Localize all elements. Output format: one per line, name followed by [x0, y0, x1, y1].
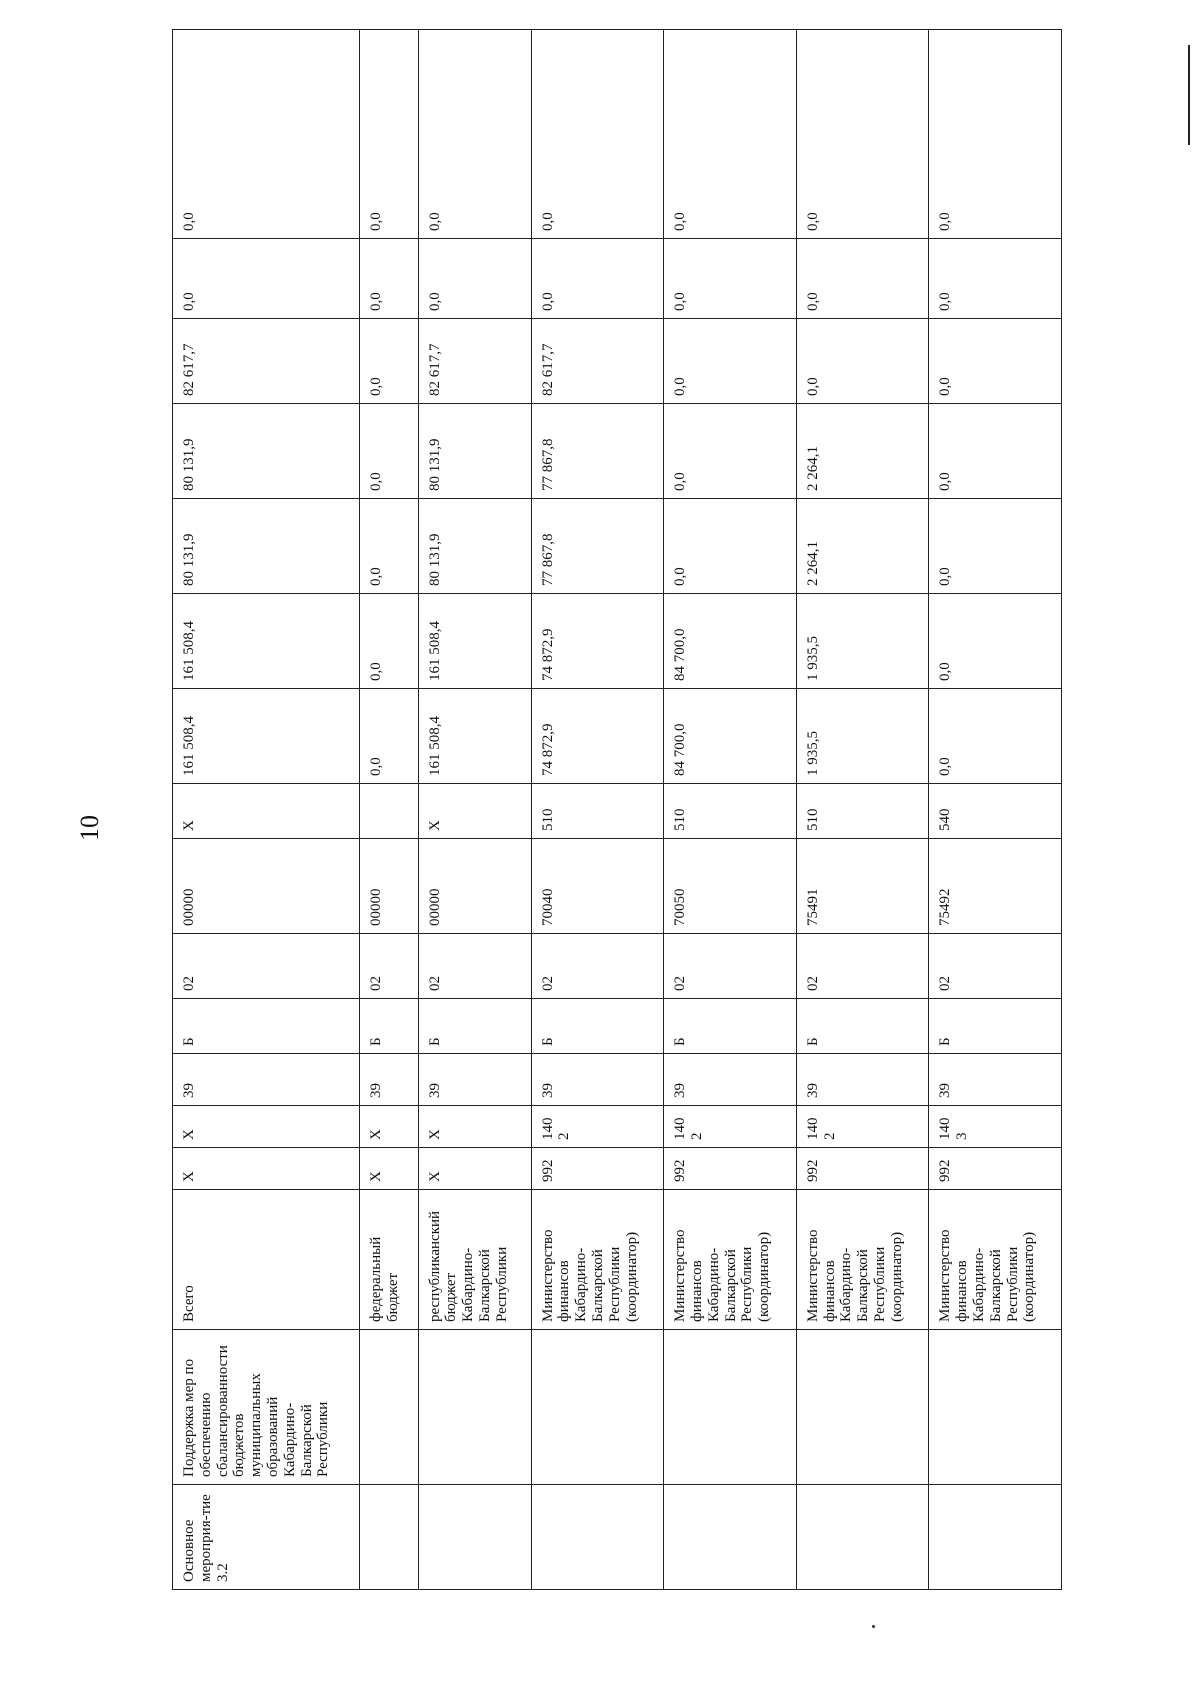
target-article-2-cell: Б [173, 999, 360, 1054]
amount-cell: 0,0 [359, 689, 418, 784]
grbs-cell: 992 [664, 1148, 797, 1190]
target-article-4-cell: 75492 [929, 839, 1062, 934]
name-cell: Поддержка мер по обеспечению сбалансированности бюджетов муниципальных образований Кабардино-Балкарской Республики [173, 1330, 360, 1485]
source-cell: федеральный бюджет [359, 1190, 418, 1330]
amount-cell: 0,0 [173, 239, 360, 319]
source-cell: Министерство финансов Кабардино-Балкарской Республики (координатор) [531, 1190, 664, 1330]
target-article-4-cell: 00000 [418, 839, 531, 934]
amount-cell: 80 131,9 [173, 404, 360, 499]
margin-mark [1188, 45, 1190, 145]
grbs-cell: Х [359, 1148, 418, 1190]
event-cell [796, 1485, 929, 1590]
amount-cell: 82 617,7 [173, 319, 360, 404]
target-article-2-cell: Б [796, 999, 929, 1054]
event-cell [359, 1485, 418, 1590]
amount-cell: 0,0 [929, 30, 1062, 239]
table-row [359, 30, 418, 1590]
amount-cell: 0,0 [418, 239, 531, 319]
amount-cell: 2 264,1 [796, 404, 929, 499]
target-article-1-cell: 39 [173, 1054, 360, 1106]
rzpr-cell: 1402 [531, 1106, 664, 1148]
amount-cell: 0,0 [359, 594, 418, 689]
amount-cell: 77 867,8 [531, 499, 664, 594]
rzpr-cell: Х [173, 1106, 360, 1148]
rzpr-cell: 1403 [929, 1106, 1062, 1148]
target-article-2-cell: Б [929, 999, 1062, 1054]
target-article-1-cell: 39 [418, 1054, 531, 1106]
page-number: 10 [75, 815, 104, 841]
source-cell: Министерство финансов Кабардино-Балкарской Республики (координатор) [796, 1190, 929, 1330]
target-article-1-cell: 39 [359, 1054, 418, 1106]
target-article-3-cell: 02 [796, 934, 929, 999]
source-cell: Министерство финансов Кабардино-Балкарской Республики (координатор) [664, 1190, 797, 1330]
event-cell [531, 1485, 664, 1590]
amount-cell: 0,0 [929, 594, 1062, 689]
target-article-2-cell: Б [359, 999, 418, 1054]
amount-cell: 0,0 [929, 319, 1062, 404]
event-cell [418, 1485, 531, 1590]
target-article-3-cell: 02 [664, 934, 797, 999]
amount-cell: 161 508,4 [173, 594, 360, 689]
amount-cell: 0,0 [359, 499, 418, 594]
target-article-3-cell: 02 [418, 934, 531, 999]
target-article-2-cell: Б [531, 999, 664, 1054]
amount-cell: 74 872,9 [531, 594, 664, 689]
amount-cell: 161 508,4 [418, 594, 531, 689]
amount-cell: 82 617,7 [531, 319, 664, 404]
amount-cell: 0,0 [173, 30, 360, 239]
amount-cell: 0,0 [664, 319, 797, 404]
name-cell [664, 1330, 797, 1485]
target-article-4-cell: 00000 [173, 839, 360, 934]
amount-cell: 0,0 [359, 239, 418, 319]
table-body [173, 30, 1062, 1590]
grbs-cell: Х [173, 1148, 360, 1190]
grbs-cell: 992 [531, 1148, 664, 1190]
target-article-2-cell: Б [664, 999, 797, 1054]
amount-cell: 0,0 [796, 319, 929, 404]
target-article-1-cell: 39 [796, 1054, 929, 1106]
target-article-4-cell: 70050 [664, 839, 797, 934]
amount-cell: 80 131,9 [418, 499, 531, 594]
expense-type-cell: 510 [664, 784, 797, 839]
amount-cell: 0,0 [929, 404, 1062, 499]
expense-type-cell: 510 [531, 784, 664, 839]
target-article-3-cell: 02 [359, 934, 418, 999]
name-cell [929, 1330, 1062, 1485]
amount-cell: 0,0 [929, 239, 1062, 319]
target-article-1-cell: 39 [531, 1054, 664, 1106]
target-article-3-cell: 02 [531, 934, 664, 999]
rzpr-cell: Х [418, 1106, 531, 1148]
amount-cell: 0,0 [359, 404, 418, 499]
target-article-4-cell: 70040 [531, 839, 664, 934]
event-cell [664, 1485, 797, 1590]
amount-cell: 77 867,8 [531, 404, 664, 499]
expense-type-cell: 510 [796, 784, 929, 839]
source-cell: Министерство финансов Кабардино-Балкарской Республики (координатор) [929, 1190, 1062, 1330]
budget-table-rotated [172, 212, 1062, 1590]
table-row [929, 30, 1062, 1590]
scan-dot [872, 1625, 875, 1628]
grbs-cell: 992 [796, 1148, 929, 1190]
target-article-2-cell: Б [418, 999, 531, 1054]
amount-cell: 0,0 [531, 239, 664, 319]
amount-cell: 161 508,4 [418, 689, 531, 784]
expense-type-cell: Х [418, 784, 531, 839]
amount-cell: 0,0 [796, 30, 929, 239]
name-cell [418, 1330, 531, 1485]
rzpr-cell: Х [359, 1106, 418, 1148]
amount-cell: 84 700,0 [664, 689, 797, 784]
table-row [796, 30, 929, 1590]
expense-type-cell: 540 [929, 784, 1062, 839]
amount-cell: 1 935,5 [796, 594, 929, 689]
amount-cell: 0,0 [359, 319, 418, 404]
expense-type-cell [359, 784, 418, 839]
amount-cell: 0,0 [929, 499, 1062, 594]
target-article-3-cell: 02 [929, 934, 1062, 999]
amount-cell: 0,0 [664, 30, 797, 239]
target-article-4-cell: 75491 [796, 839, 929, 934]
rzpr-cell: 1402 [796, 1106, 929, 1148]
table-row [173, 30, 360, 1590]
event-cell: Основное мероприя-тие 3.2 [173, 1485, 360, 1590]
amount-cell: 80 131,9 [418, 404, 531, 499]
amount-cell: 2 264,1 [796, 499, 929, 594]
rzpr-cell: 1402 [664, 1106, 797, 1148]
grbs-cell: 992 [929, 1148, 1062, 1190]
amount-cell: 82 617,7 [418, 319, 531, 404]
budget-table [172, 29, 1062, 1590]
table-row [664, 30, 797, 1590]
amount-cell: 0,0 [664, 499, 797, 594]
amount-cell: 0,0 [359, 30, 418, 239]
grbs-cell: Х [418, 1148, 531, 1190]
amount-cell: 84 700,0 [664, 594, 797, 689]
event-cell [929, 1485, 1062, 1590]
amount-cell: 0,0 [929, 689, 1062, 784]
target-article-1-cell: 39 [929, 1054, 1062, 1106]
table-row [531, 30, 664, 1590]
amount-cell: 0,0 [531, 30, 664, 239]
expense-type-cell: Х [173, 784, 360, 839]
amount-cell: 161 508,4 [173, 689, 360, 784]
name-cell [796, 1330, 929, 1485]
target-article-4-cell: 00000 [359, 839, 418, 934]
table-row [418, 30, 531, 1590]
amount-cell: 0,0 [664, 239, 797, 319]
source-cell: республиканский бюджет Кабардино-Балкарской Республики [418, 1190, 531, 1330]
amount-cell: 80 131,9 [173, 499, 360, 594]
name-cell [531, 1330, 664, 1485]
name-cell [359, 1330, 418, 1485]
amount-cell: 74 872,9 [531, 689, 664, 784]
target-article-3-cell: 02 [173, 934, 360, 999]
amount-cell: 0,0 [664, 404, 797, 499]
amount-cell: 1 935,5 [796, 689, 929, 784]
target-article-1-cell: 39 [664, 1054, 797, 1106]
amount-cell: 0,0 [796, 239, 929, 319]
source-cell: Всего [173, 1190, 360, 1330]
amount-cell: 0,0 [418, 30, 531, 239]
